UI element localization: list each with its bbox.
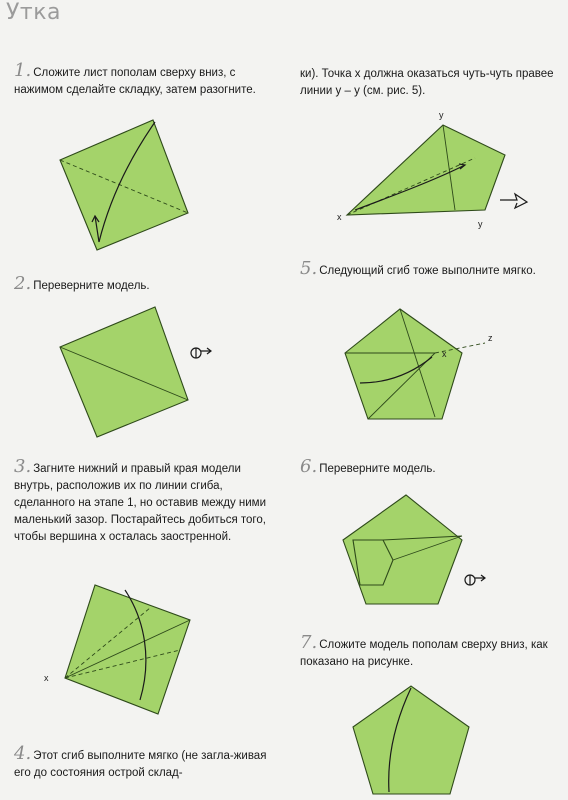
step-text: Загните нижний и правый края модели внутрь, расположив их по линии сгиба, сделанного на этапе 1, но оставив между ними маленький зазор. Постарайтесь добиться того, чтобы вершина x осталась заостренной. (14, 463, 266, 543)
step-7-text (300, 634, 555, 671)
step-3-text (14, 458, 279, 546)
label-x: x (44, 673, 49, 683)
step-text: Этот сгиб выполните мягко (не загла-живая его до состояния острой склад- (14, 750, 267, 779)
step-1-text (14, 62, 274, 99)
step-6-diagram (338, 490, 498, 610)
step-number: 6. (300, 456, 318, 477)
label-y-top: y (439, 110, 444, 120)
label-y-bottom: y (478, 219, 483, 229)
step-4-diagram (335, 110, 535, 235)
turn-over-icon (191, 348, 211, 358)
step-2-text (14, 275, 274, 295)
step-text: Сложите лист пополам сверху вниз, с нажимом сделайте складку, затем разогните. (14, 67, 256, 96)
step-3-diagram (40, 580, 200, 720)
step-number: 4. (14, 743, 32, 764)
step-number: 5. (300, 258, 318, 279)
turn-over-icon (465, 575, 485, 585)
step-number: 3. (14, 456, 32, 477)
step-text: ки). Точка x должна оказаться чуть-чуть правее линии y – y (см. рис. 5). (300, 68, 554, 97)
step-text: Сложите модель пополам сверху вниз, как показано на рисунке. (300, 639, 548, 668)
step-5-text (300, 260, 555, 280)
step-2-diagram (55, 305, 225, 440)
label-x: x (442, 349, 447, 359)
step-number: 2. (14, 273, 32, 294)
step-number: 7. (300, 632, 318, 653)
step-6-text (300, 458, 555, 478)
step-1-diagram (55, 118, 195, 253)
page-title: Утка (6, 0, 61, 25)
step-7-diagram (345, 682, 505, 800)
label-x: x (337, 212, 342, 222)
step-5-diagram (340, 305, 500, 425)
step-number: 1. (14, 60, 32, 81)
label-z: z (488, 333, 493, 343)
step-4-text (14, 745, 279, 782)
step-text: Следующий сгиб тоже выполните мягко. (319, 265, 536, 277)
step-text: Переверните модель. (33, 280, 150, 292)
step-text: Переверните модель. (319, 463, 436, 475)
step-4-text-continued (300, 66, 555, 100)
